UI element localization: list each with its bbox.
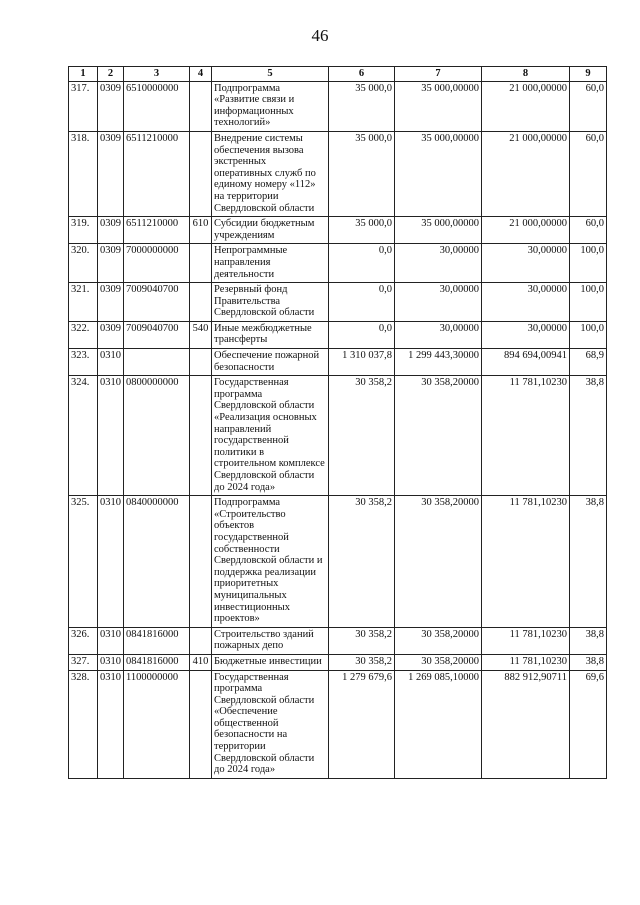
approved-amount-cell: 30 358,2: [329, 496, 395, 628]
column-header: 4: [190, 67, 212, 82]
executed-amount-cell: 21 000,00000: [482, 217, 570, 244]
target-code-cell: 0800000000: [124, 376, 190, 496]
approved-amount-cell: 30 358,2: [329, 627, 395, 654]
item-name-cell: Непрограммные направления деятельности: [212, 244, 329, 283]
execution-percent-cell: 38,8: [570, 627, 607, 654]
page-number: 46: [311, 26, 329, 45]
item-name-cell: Бюджетные инвестиции: [212, 654, 329, 670]
section-code-cell: 0309: [98, 244, 124, 283]
expense-type-cell: [190, 244, 212, 283]
approved-amount-cell: 1 310 037,8: [329, 349, 395, 376]
refined-amount-cell: 30,00000: [395, 321, 482, 348]
executed-amount-cell: 894 694,00941: [482, 349, 570, 376]
expense-type-cell: [190, 376, 212, 496]
executed-amount-cell: 21 000,00000: [482, 81, 570, 131]
refined-amount-cell: 35 000,00000: [395, 81, 482, 131]
item-name-cell: Государственная программа Свердловской области «Обеспечение общественной безопасности на территории Свердловской области до 2024 года»: [212, 670, 329, 778]
target-code-cell: 6511210000: [124, 217, 190, 244]
expense-type-cell: [190, 627, 212, 654]
section-code-cell: 0310: [98, 670, 124, 778]
budget-table: [68, 66, 607, 779]
item-name-cell: Резервный фонд Правительства Свердловской области: [212, 283, 329, 322]
expense-type-cell: [190, 670, 212, 778]
column-header: 2: [98, 67, 124, 82]
table-body: [69, 81, 607, 778]
refined-amount-cell: 30,00000: [395, 244, 482, 283]
expense-type-cell: 410: [190, 654, 212, 670]
item-name-cell: Иные межбюджетные трансферты: [212, 321, 329, 348]
table-row: [69, 496, 607, 628]
table-row: [69, 654, 607, 670]
execution-percent-cell: 60,0: [570, 131, 607, 216]
executed-amount-cell: 882 912,90711: [482, 670, 570, 778]
approved-amount-cell: 35 000,0: [329, 131, 395, 216]
target-code-cell: 7009040700: [124, 283, 190, 322]
section-code-cell: 0310: [98, 627, 124, 654]
section-code-cell: 0309: [98, 81, 124, 131]
table-row: [69, 627, 607, 654]
row-number-cell: 317.: [69, 81, 98, 131]
execution-percent-cell: 69,6: [570, 670, 607, 778]
row-number-cell: 322.: [69, 321, 98, 348]
expense-type-cell: [190, 131, 212, 216]
item-name-cell: Государственная программа Свердловской области «Реализация основных направлений государственной политики в строительном комплексе Свердловской области до 2024 года»: [212, 376, 329, 496]
table-row: [69, 321, 607, 348]
approved-amount-cell: 1 279 679,6: [329, 670, 395, 778]
approved-amount-cell: 0,0: [329, 321, 395, 348]
target-code-cell: 0840000000: [124, 496, 190, 628]
approved-amount-cell: 35 000,0: [329, 81, 395, 131]
refined-amount-cell: 30 358,20000: [395, 654, 482, 670]
section-code-cell: 0310: [98, 349, 124, 376]
table-row: [69, 376, 607, 496]
expense-type-cell: [190, 283, 212, 322]
refined-amount-cell: 30 358,20000: [395, 627, 482, 654]
table-row: [69, 670, 607, 778]
execution-percent-cell: 38,8: [570, 496, 607, 628]
target-code-cell: 1100000000: [124, 670, 190, 778]
table-row: [69, 217, 607, 244]
column-header: 8: [482, 67, 570, 82]
approved-amount-cell: 35 000,0: [329, 217, 395, 244]
table-header-row: [69, 67, 607, 82]
refined-amount-cell: 30 358,20000: [395, 496, 482, 628]
target-code-cell: 6511210000: [124, 131, 190, 216]
executed-amount-cell: 11 781,10230: [482, 376, 570, 496]
section-code-cell: 0309: [98, 321, 124, 348]
row-number-cell: 323.: [69, 349, 98, 376]
section-code-cell: 0309: [98, 217, 124, 244]
execution-percent-cell: 100,0: [570, 321, 607, 348]
section-code-cell: 0310: [98, 376, 124, 496]
expense-type-cell: 610: [190, 217, 212, 244]
row-number-cell: 327.: [69, 654, 98, 670]
column-header: 1: [69, 67, 98, 82]
execution-percent-cell: 38,8: [570, 654, 607, 670]
table-row: [69, 349, 607, 376]
refined-amount-cell: 35 000,00000: [395, 131, 482, 216]
row-number-cell: 328.: [69, 670, 98, 778]
item-name-cell: Строительство зданий пожарных депо: [212, 627, 329, 654]
item-name-cell: Подпрограмма «Развитие связи и информационных технологий»: [212, 81, 329, 131]
target-code-cell: 7009040700: [124, 321, 190, 348]
target-code-cell: [124, 349, 190, 376]
section-code-cell: 0310: [98, 654, 124, 670]
row-number-cell: 319.: [69, 217, 98, 244]
column-header: 7: [395, 67, 482, 82]
approved-amount-cell: 0,0: [329, 244, 395, 283]
column-header: 5: [212, 67, 329, 82]
column-header: 6: [329, 67, 395, 82]
table-row: [69, 131, 607, 216]
executed-amount-cell: 21 000,00000: [482, 131, 570, 216]
executed-amount-cell: 30,00000: [482, 283, 570, 322]
section-code-cell: 0309: [98, 283, 124, 322]
item-name-cell: Подпрограмма «Строительство объектов государственной собственности Свердловской области и поддержка реализации приоритетных муниципальных инвестиционных проектов»: [212, 496, 329, 628]
expense-type-cell: 540: [190, 321, 212, 348]
executed-amount-cell: 11 781,10230: [482, 627, 570, 654]
row-number-cell: 321.: [69, 283, 98, 322]
row-number-cell: 320.: [69, 244, 98, 283]
approved-amount-cell: 30 358,2: [329, 376, 395, 496]
expense-type-cell: [190, 349, 212, 376]
refined-amount-cell: 30 358,20000: [395, 376, 482, 496]
section-code-cell: 0309: [98, 131, 124, 216]
approved-amount-cell: 0,0: [329, 283, 395, 322]
target-code-cell: 6510000000: [124, 81, 190, 131]
row-number-cell: 318.: [69, 131, 98, 216]
row-number-cell: 324.: [69, 376, 98, 496]
refined-amount-cell: 30,00000: [395, 283, 482, 322]
target-code-cell: 7000000000: [124, 244, 190, 283]
column-header: 9: [570, 67, 607, 82]
execution-percent-cell: 60,0: [570, 217, 607, 244]
expense-type-cell: [190, 81, 212, 131]
execution-percent-cell: 68,9: [570, 349, 607, 376]
execution-percent-cell: 60,0: [570, 81, 607, 131]
executed-amount-cell: 30,00000: [482, 244, 570, 283]
expense-type-cell: [190, 496, 212, 628]
column-header: 3: [124, 67, 190, 82]
refined-amount-cell: 1 299 443,30000: [395, 349, 482, 376]
section-code-cell: 0310: [98, 496, 124, 628]
execution-percent-cell: 100,0: [570, 244, 607, 283]
table-row: [69, 244, 607, 283]
row-number-cell: 325.: [69, 496, 98, 628]
execution-percent-cell: 38,8: [570, 376, 607, 496]
table-row: [69, 283, 607, 322]
executed-amount-cell: 11 781,10230: [482, 654, 570, 670]
executed-amount-cell: 11 781,10230: [482, 496, 570, 628]
target-code-cell: 0841816000: [124, 627, 190, 654]
row-number-cell: 326.: [69, 627, 98, 654]
execution-percent-cell: 100,0: [570, 283, 607, 322]
table-row: [69, 81, 607, 131]
item-name-cell: Внедрение системы обеспечения вызова экстренных оперативных служб по единому номеру «112» на территории Свердловской области: [212, 131, 329, 216]
refined-amount-cell: 1 269 085,10000: [395, 670, 482, 778]
item-name-cell: Субсидии бюджетным учреждениям: [212, 217, 329, 244]
item-name-cell: Обеспечение пожарной безопасности: [212, 349, 329, 376]
executed-amount-cell: 30,00000: [482, 321, 570, 348]
approved-amount-cell: 30 358,2: [329, 654, 395, 670]
refined-amount-cell: 35 000,00000: [395, 217, 482, 244]
target-code-cell: 0841816000: [124, 654, 190, 670]
